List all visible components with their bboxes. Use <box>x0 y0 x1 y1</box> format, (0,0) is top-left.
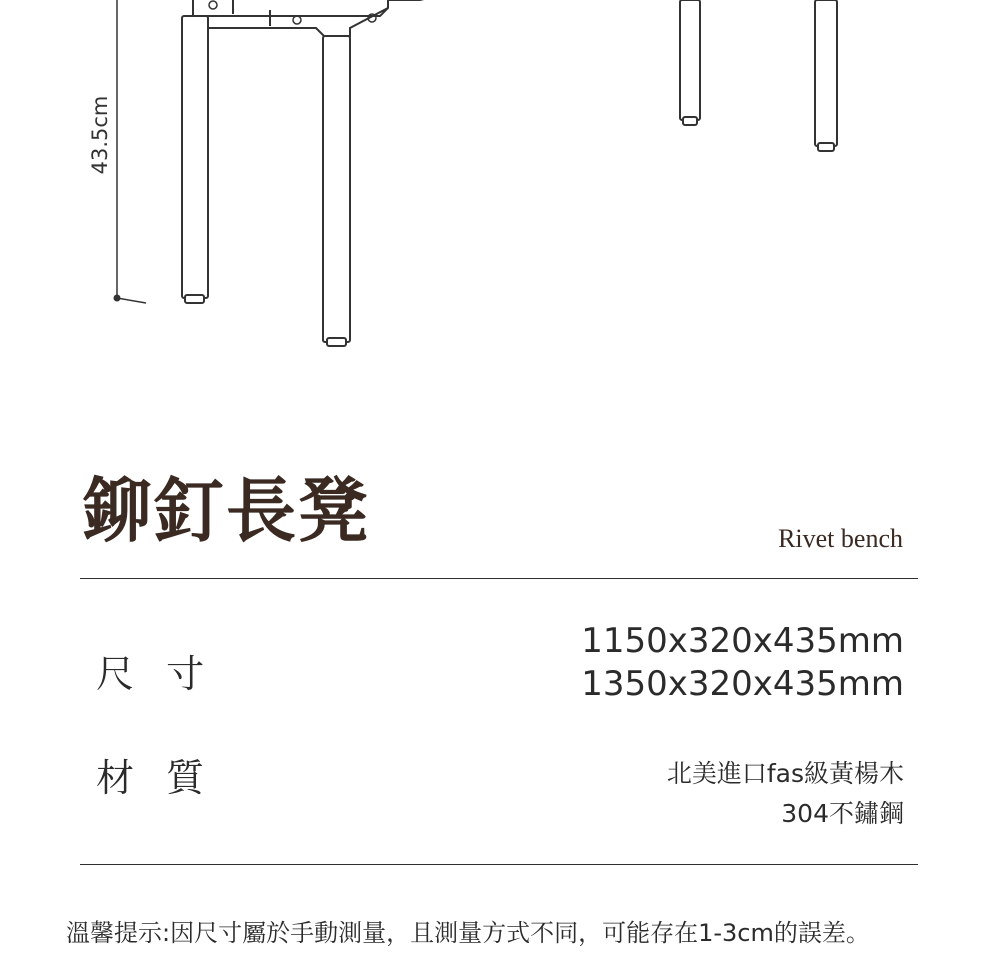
rivet-icon <box>293 16 301 24</box>
size-value-1: 1150x320x435mm <box>581 621 904 661</box>
bench-frame <box>193 0 500 36</box>
bench-leg-back-right <box>815 0 837 151</box>
bench-illustration <box>0 0 1000 360</box>
rivet-icon <box>209 1 217 9</box>
material-value-1: 北美進口fas級黃楊木 <box>666 759 904 788</box>
product-title-cn: 鉚釘長凳 <box>82 469 370 552</box>
bench-leg-front-right <box>323 36 350 346</box>
divider-top <box>80 578 918 579</box>
spec-label-size: 尺 寸 <box>96 652 215 696</box>
bench-leg-back-left <box>680 0 700 125</box>
spec-label-material: 材 質 <box>96 756 215 800</box>
material-value-2: 304不鏽鋼 <box>781 799 904 828</box>
bench-leg-front-left <box>182 16 208 303</box>
divider-bottom <box>80 864 918 865</box>
dimension-tick <box>117 298 146 303</box>
product-title-en: Rivet bench <box>778 524 903 553</box>
height-dimension-label: 43.5cm <box>88 95 112 175</box>
size-value-2: 1350x320x435mm <box>581 664 904 704</box>
spec-values-material <box>667 754 904 834</box>
spec-values-size <box>581 620 904 706</box>
measurement-note: 溫馨提示:因尺寸屬於手動測量，且測量方式不同，可能存在1-3cm的誤差。 <box>66 919 870 947</box>
